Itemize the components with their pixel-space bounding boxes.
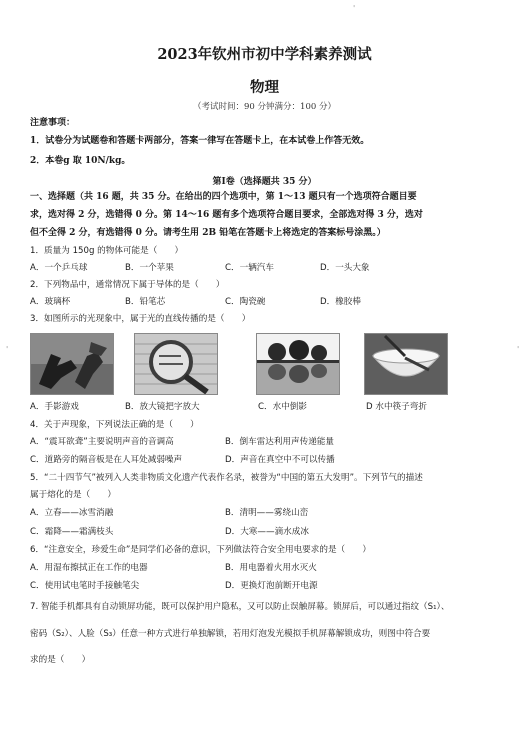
scan-mark-right: ' bbox=[517, 345, 520, 354]
question-2-option-b: B．铅笔芯 bbox=[125, 297, 166, 307]
exam-title: 2023年钦州市初中学科素养测试 bbox=[157, 46, 372, 63]
scan-mark-top: ' bbox=[353, 4, 356, 13]
section-intro-line-3: 但不全得 2 分，有选错得 0 分。请考生用 2B 铅笔在答题卡上将选定的答案标号涂黑。） bbox=[30, 228, 386, 238]
exam-info: （考试时间：90 分钟满分：100 分） bbox=[193, 102, 336, 112]
hand-shadow-photo bbox=[30, 333, 114, 395]
question-3-option-b: B．放大镜把字放大 bbox=[125, 402, 200, 412]
question-6-option-a: A．用湿布擦拭正在工作的电器 bbox=[30, 563, 148, 573]
question-7-stem-line-1: 7. 智能手机都具有自动锁屏功能，既可以保护用户隐私，又可以防止误触屏幕。锁屏后，可以通过指纹（S₁）、 bbox=[30, 602, 450, 612]
question-6-option-d: D．更换灯泡前断开电源 bbox=[225, 581, 318, 591]
question-3-option-a: A．手影游戏 bbox=[30, 402, 79, 412]
question-4-option-a: A．“震耳欲聋”主要说明声音的音调高 bbox=[30, 437, 174, 447]
subject-title: 物理 bbox=[250, 79, 279, 96]
question-4-option-c: C．道路旁的隔音板是在人耳处减弱噪声 bbox=[30, 455, 183, 465]
question-6-option-b: B．用电器着火用水灭火 bbox=[225, 563, 317, 573]
question-1-option-b: B．一个苹果 bbox=[125, 263, 174, 273]
question-1-option-c: C．一辆汽车 bbox=[225, 263, 274, 273]
question-5-option-b: B．清明——雾绕山峦 bbox=[225, 508, 309, 518]
question-4-option-d: D．声音在真空中不可以传播 bbox=[225, 455, 335, 465]
question-5-stem-line-1: 5．“二十四节气”被列入人类非物质文化遗产代表作名录，被誉为“中国的第五大发明”。下列节气的描述 bbox=[30, 473, 423, 483]
question-2-option-a: A．玻璃杯 bbox=[30, 297, 71, 307]
section-intro-line-1: 一、选择题（共 16 题，共 35 分。在给出的四个选项中，第 1～13 题只有一个选项符合题目要 bbox=[30, 192, 417, 202]
question-4-option-b: B．倒车雷达利用声传递能量 bbox=[225, 437, 335, 447]
question-2-option-c: C．陶瓷碗 bbox=[225, 297, 266, 307]
question-1-option-d: D．一头大象 bbox=[320, 263, 370, 273]
section-title: 第Ⅰ卷（选择题共 35 分） bbox=[212, 177, 317, 187]
notes-item-1: 1．试卷分为试题卷和答题卡两部分，答案一律写在答题卡上，在本试卷上作答无效。 bbox=[30, 136, 370, 146]
question-5-option-c: C．霜降——霜满枝头 bbox=[30, 527, 114, 537]
magnifier-photo bbox=[134, 333, 218, 395]
question-5-stem-line-2: 属于熔化的是（ ） bbox=[30, 490, 116, 500]
scan-mark-left: ' bbox=[6, 345, 9, 354]
question-6-option-c: C．使用试电笔时手接触笔尖 bbox=[30, 581, 140, 591]
question-7-stem-line-3: 求的是（ ） bbox=[30, 655, 91, 665]
bent-chopstick-photo bbox=[364, 333, 448, 395]
question-2-option-d: D．橡胶棒 bbox=[320, 297, 361, 307]
question-3-option-c: C．水中倒影 bbox=[258, 402, 307, 412]
question-2-stem: 2．下列物品中，通常情况下属于导体的是（ ） bbox=[30, 280, 225, 290]
notes-heading: 注意事项： bbox=[30, 118, 76, 128]
question-1-stem: 1．质量为 150g 的物体可能是（ ） bbox=[30, 246, 184, 256]
question-4-stem: 4．关于声现象，下列说法正确的是（ ） bbox=[30, 420, 199, 430]
question-3-stem: 3．如图所示的光现象中，属于光的直线传播的是（ ） bbox=[30, 314, 251, 324]
section-intro-line-2: 求，选对得 2 分，选错得 0 分。第 14～16 题有多个选项符合题目要求，全部选对得 3 分，选对 bbox=[30, 210, 423, 220]
water-reflection-photo bbox=[256, 333, 340, 395]
question-1-option-a: A．一个乒乓球 bbox=[30, 263, 88, 273]
notes-item-2: 2．本卷g 取 10N/kg。 bbox=[30, 156, 131, 166]
question-7-stem-line-2: 密码（S₂）、人脸（S₃）任意一种方式进行单独解锁，若用灯泡发光模拟手机屏幕解锁成功，则图中符合要 bbox=[30, 629, 431, 639]
question-5-option-d: D．大寒——滴水成冰 bbox=[225, 527, 309, 537]
question-3-option-d: D 水中筷子弯折 bbox=[366, 402, 427, 412]
question-6-stem: 6．“注意安全，珍爱生命”是同学们必备的意识，下列做法符合安全用电要求的是（ ） bbox=[30, 545, 371, 555]
question-5-option-a: A．立春——冰雪消融 bbox=[30, 508, 114, 518]
